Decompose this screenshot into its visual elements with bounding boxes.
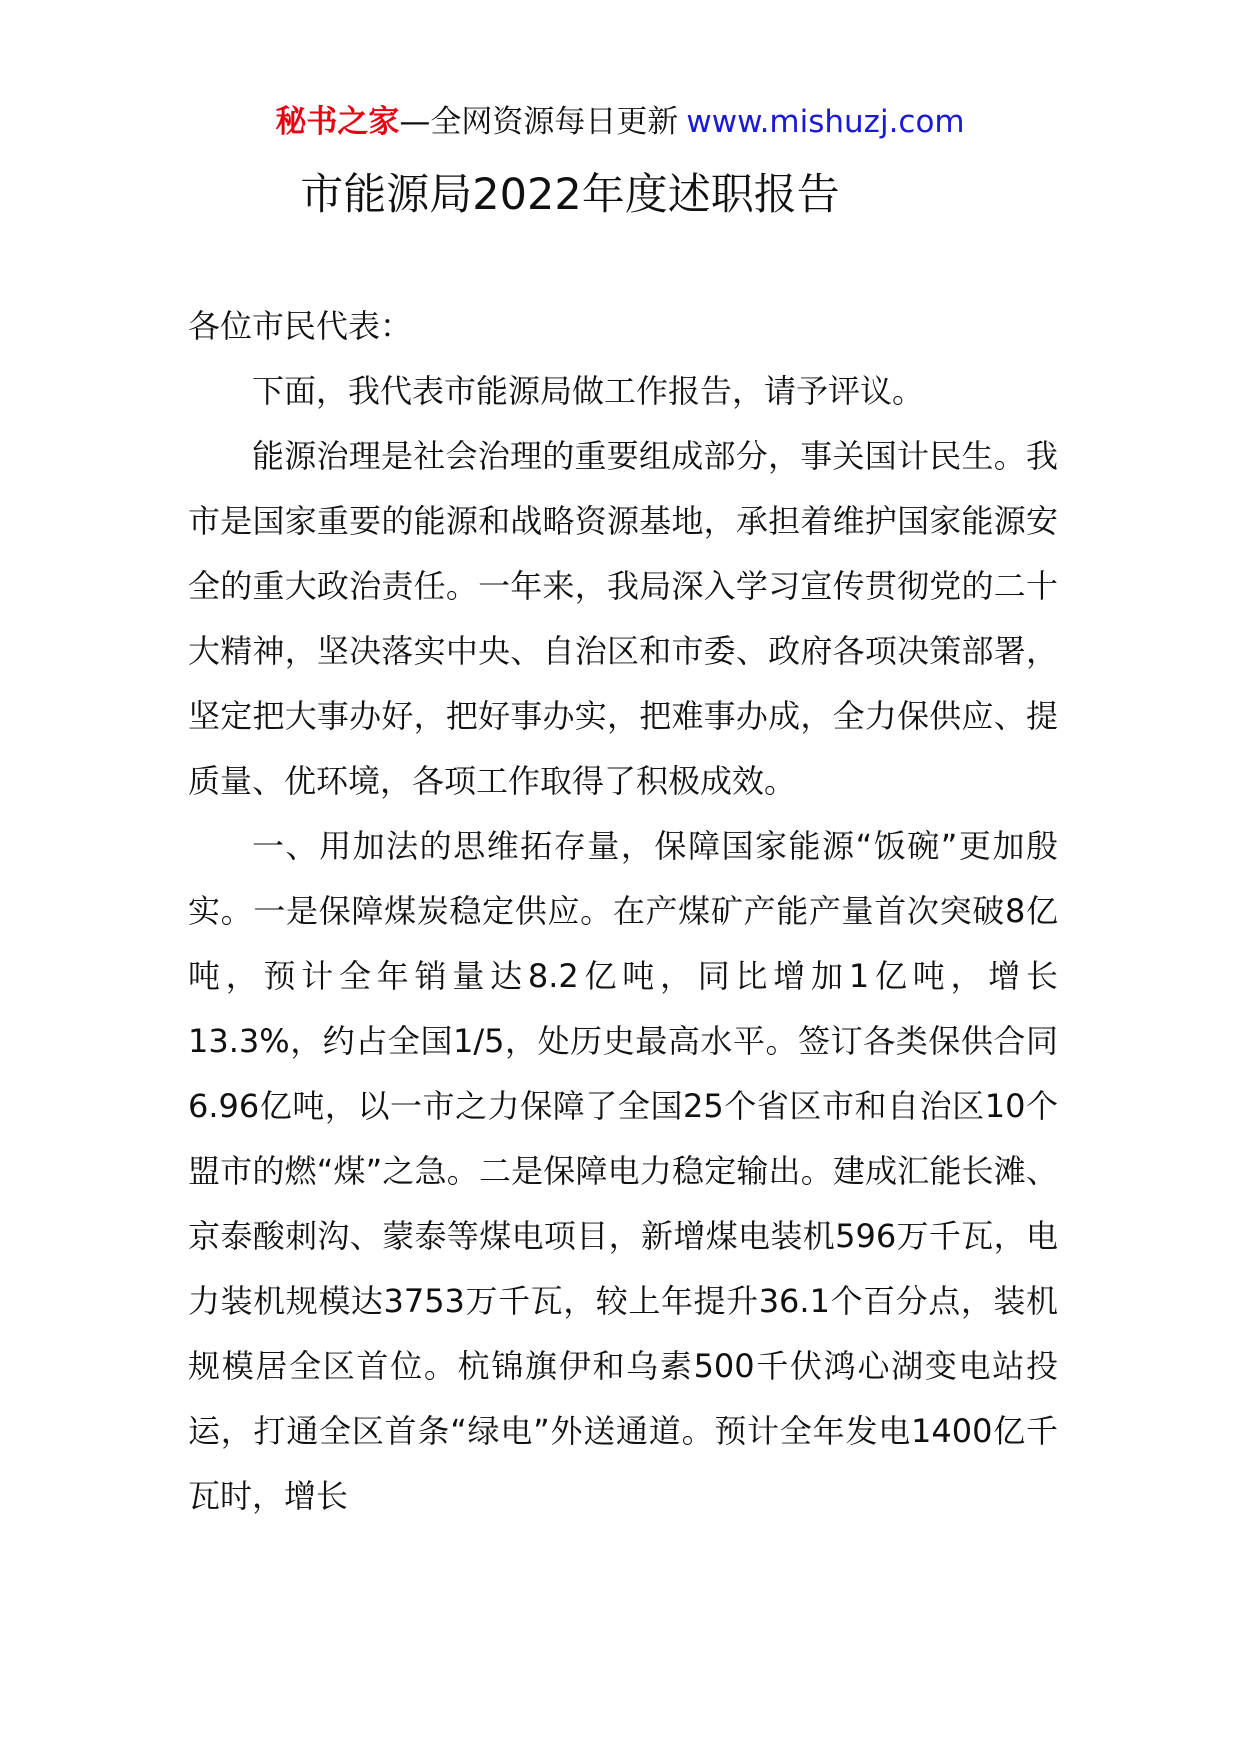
site-url-link[interactable]: www.mishuzj.com [686, 104, 965, 140]
paragraph-intro: 下面，我代表市能源局做工作报告，请予评议。 [252, 372, 925, 410]
paragraph-overview: 能源治理是社会治理的重要组成部分，事关国计民生。我市是国家重要的能源和战略资源基地，承担着维护国家能源安全的重大政治责任。一年来，我局深入学习宣传贯彻党的二十大精神，坚决落实中央、自治区和市委、政府各项决策部署，坚定把大事办好，把好事办实，把难事办成，全力保供应、提质量、优环境，各项工作取得了积极成效。 [188, 437, 1058, 800]
paragraph-section-one: 一、用加法的思维拓存量，保障国家能源“饭碗”更加殷实。一是保障煤炭稳定供应。在产煤矿产能产量首次突破8亿吨，预计全年销量达8.2亿吨，同比增加1亿吨，增长13.3%，约占全国1/5，处历史最高水平。签订各类保供合同6.96亿吨，以一市之力保障了全国25个省区市和自治区10个盟市的燃“煤”之急。二是保障电力稳定输出。建成汇能长滩、京泰酸刺沟、蒙泰等煤电项目，新增煤电装机596万千瓦，电力装机规模达3753万千瓦，较上年提升36.1个百分点，装机规模居全区首位。杭锦旗伊和乌素500千伏鸿心湖变电站投运，打通全区首条“绿电”外送通道。预计全年发电1400亿千瓦时，增长 [188, 827, 1058, 1515]
header-tagline: —全网资源每日更新 [399, 104, 679, 140]
brand-name: 秘书之家 [275, 104, 400, 140]
salutation: 各位市民代表： [188, 307, 413, 345]
document-title: 市能源局2022年度述职报告 [300, 170, 840, 220]
document-body [188, 294, 1058, 1529]
site-header [0, 100, 1240, 144]
